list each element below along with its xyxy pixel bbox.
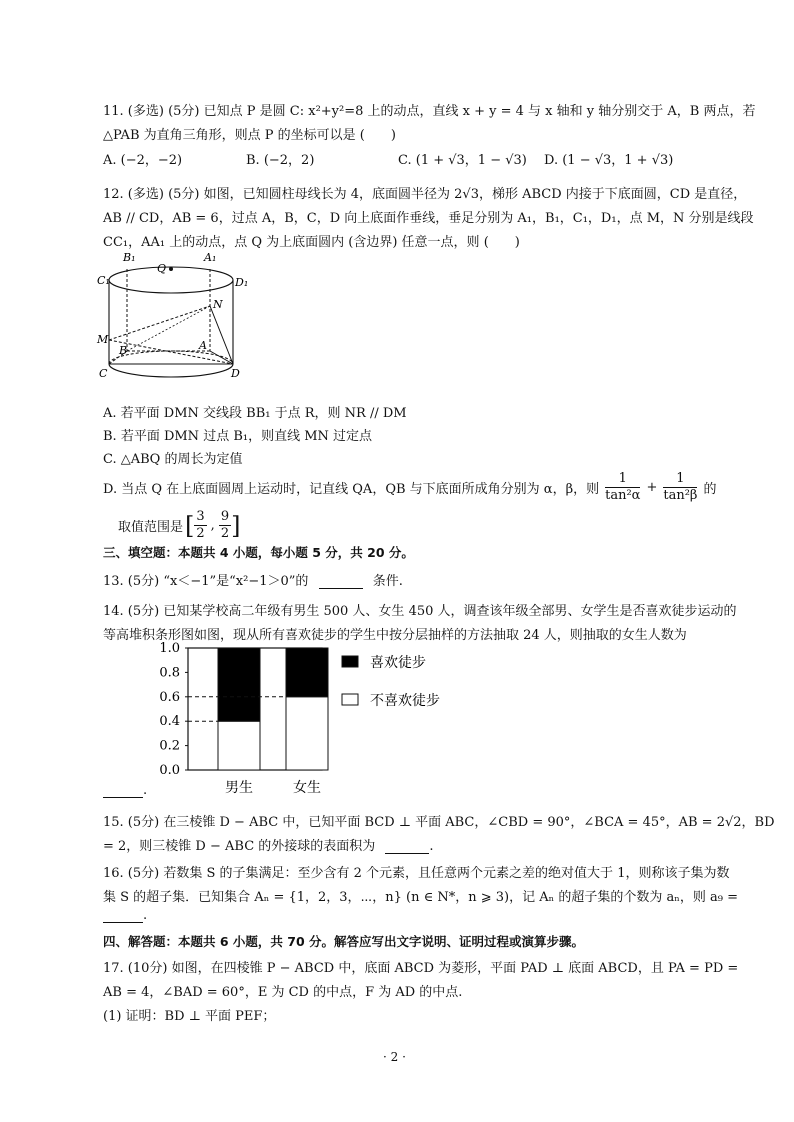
label-C1: C₁ (97, 274, 110, 287)
label-D: D (231, 367, 240, 380)
section4-heading: 四、解答题：本题共 6 小题，共 70 分。解答应写出文字说明、证明过程或演算步骤。 (103, 934, 585, 949)
q14-blank (103, 785, 143, 798)
range-bracket-left: [ (185, 511, 195, 540)
fraction-1-den: tan²α (605, 488, 641, 503)
q17-stem-line2: AB = 4，∠BAD = 60°，E 为 CD 的中点，F 为 AD 的中点. (103, 985, 463, 1000)
q16-stem-line1: 16. (5分) 若数集 S 的子集满足：至少含有 2 个元素，且任意两个元素之差的绝对值大于 1，则称该子集为数 (103, 866, 730, 881)
q11-option-d: D. (1 − √3，1 + √3) (544, 153, 674, 168)
fraction-1 (605, 471, 640, 504)
fraction-2-den: tan²β (663, 488, 698, 503)
section3-heading: 三、填空题：本题共 4 小题，每小题 5 分，共 20 分。 (103, 545, 414, 560)
bar-like-male (218, 648, 260, 721)
q14-end: . (143, 783, 148, 798)
fraction-2-num: 1 (663, 471, 697, 488)
q12-option-d-line2 (118, 509, 240, 542)
q15-blank (385, 841, 429, 854)
q14-stem-line1: 14. (5分) 已知某学校高二年级有男生 500 人、女生 450 人，调查该年级全部男、女学生是否喜欢徒步运动的 (103, 604, 737, 619)
y-tick-label: 0.6 (159, 689, 180, 705)
label-D1: D₁ (235, 276, 249, 289)
q11-stem-line1: 11. (多选) (5分) 已知点 P 是圆 C: x²+y²=8 上的动点，直线 x + y = 4 与 x 轴和 y 轴分别交于 A，B 两点，若 (103, 104, 756, 119)
q12-option-d (103, 471, 716, 504)
q11-option-a: A. (−2，−2) (103, 153, 183, 168)
q14-answer (103, 783, 147, 798)
q13-after: 条件. (372, 574, 403, 589)
q17-stem-line1: 17. (10分) 如图，在四棱锥 P − ABCD 中，底面 ABCD 为菱形，平面 PAD ⊥ 底面 ABCD，且 PA = PD = (103, 961, 739, 976)
q15-stem-line2 (103, 835, 434, 854)
q16-end: . (143, 908, 148, 923)
label-N: N (213, 298, 223, 311)
legend-label-1: 不喜欢徒步 (370, 693, 440, 709)
plus-sign: + (646, 480, 658, 495)
q13-blank (319, 576, 363, 589)
y-tick-label: 0.2 (159, 738, 180, 754)
q12-option-b: B. 若平面 DMN 过点 B₁，则直线 MN 过定点 (103, 429, 373, 444)
q16-answer (103, 908, 147, 923)
cylinder-figure (95, 248, 255, 388)
range-frac-high (219, 509, 231, 542)
range-comma: , (210, 518, 215, 533)
q11-option-b: B. (−2，2) (246, 153, 315, 168)
q12-stem-line3: CC₁，AA₁ 上的动点，点 Q 为上底面圆内 (含边界) 任意一点，则 ( ) (103, 235, 520, 250)
q12-option-c: C. △ABQ 的周长为定值 (103, 452, 243, 467)
q16-blank (103, 910, 143, 923)
q11-stem-line2: △PAB 为直角三角形，则点 P 的坐标可以是 ( ) (103, 128, 396, 143)
q15-end: . (429, 839, 434, 854)
range-frac-low (194, 509, 206, 542)
q13 (103, 570, 403, 589)
label-B: B (119, 344, 128, 357)
range-high-num: 9 (220, 509, 230, 524)
range-label: 取值范围是 (118, 520, 184, 535)
y-tick-label: 0.4 (159, 714, 180, 730)
legend-label-0: 喜欢徒步 (370, 655, 426, 671)
legend-swatch-1 (342, 694, 358, 705)
q14-stem-line2: 等高堆积条形图如图，现从所有喜欢徒步的学生中按分层抽样的方法抽取 24 人，则抽取的女生人数为 (103, 628, 687, 643)
page-number: · 2 · (383, 1050, 406, 1064)
q12-stem-line2: AB // CD，AB = 6，过点 A，B，C，D 向上底面作垂线，垂足分别为 A₁，B₁，C₁，D₁，点 M，N 分别是线段 (103, 211, 754, 226)
q12-option-d-text: D. 当点 Q 在上底面圆周上运动时，记直线 QA，QB 与下底面所成角分别为 α，β，则 (103, 482, 600, 497)
range-high-den: 2 (220, 526, 230, 541)
q16-stem-line2: 集 S 的超子集．已知集合 Aₙ = {1，2，3，⋯，n} (n ∈ N*，n ⩾ 3)，记 Aₙ 的超子集的个数为 aₙ，则 a₉ = (103, 890, 739, 905)
q12-option-d-end: 的 (703, 482, 717, 497)
label-A1: A₁ (204, 251, 217, 264)
bar-not-like-male (218, 721, 260, 770)
bar-not-like-female (286, 697, 328, 770)
q13-text: 13. (5分) “x＜−1”是“x²−1＞0”的 (103, 574, 309, 589)
q12-stem-line1: 12. (多选) (5分) 如图，已知圆柱母线长为 4，底面圆半径为 2√3，梯形 ABCD 内接于下底面圆，CD 是直径， (103, 187, 747, 202)
label-M: M (97, 333, 109, 346)
label-B1: B₁ (123, 251, 136, 264)
bar-like-female (286, 648, 328, 697)
x-tick-label: 男生 (225, 780, 253, 796)
stacked-bar-chart (150, 640, 460, 800)
q11-option-c: C. (1 + √3，1 − √3) (398, 153, 527, 168)
q17-part1: (1) 证明：BD ⊥ 平面 PEF； (103, 1009, 276, 1024)
y-tick-label: 1.0 (159, 641, 180, 656)
range-low-den: 2 (196, 526, 205, 541)
q15-stem-line2-text: = 2，则三棱锥 D − ABC 的外接球的表面积为 (103, 839, 376, 854)
label-Q: Q (157, 262, 167, 275)
q15-stem-line1: 15. (5分) 在三棱锥 D − ABC 中，已知平面 BCD ⊥ 平面 ABC，∠CBD = 90°，∠BCA = 45°，AB = 2√2，BD (103, 815, 775, 830)
fraction-2 (663, 471, 697, 504)
label-A: A (199, 339, 207, 352)
range-bracket-right: ] (231, 511, 241, 540)
range-low-num: 3 (196, 509, 205, 524)
fraction-1-num: 1 (605, 471, 640, 488)
x-tick-label: 女生 (293, 780, 321, 796)
y-tick-label: 0.0 (159, 763, 180, 778)
legend-swatch-0 (342, 656, 358, 667)
q12-option-a: A. 若平面 DMN 交线段 BB₁ 于点 R，则 NR // DM (103, 406, 407, 421)
label-C: C (99, 367, 108, 380)
y-tick-label: 0.8 (159, 665, 180, 681)
